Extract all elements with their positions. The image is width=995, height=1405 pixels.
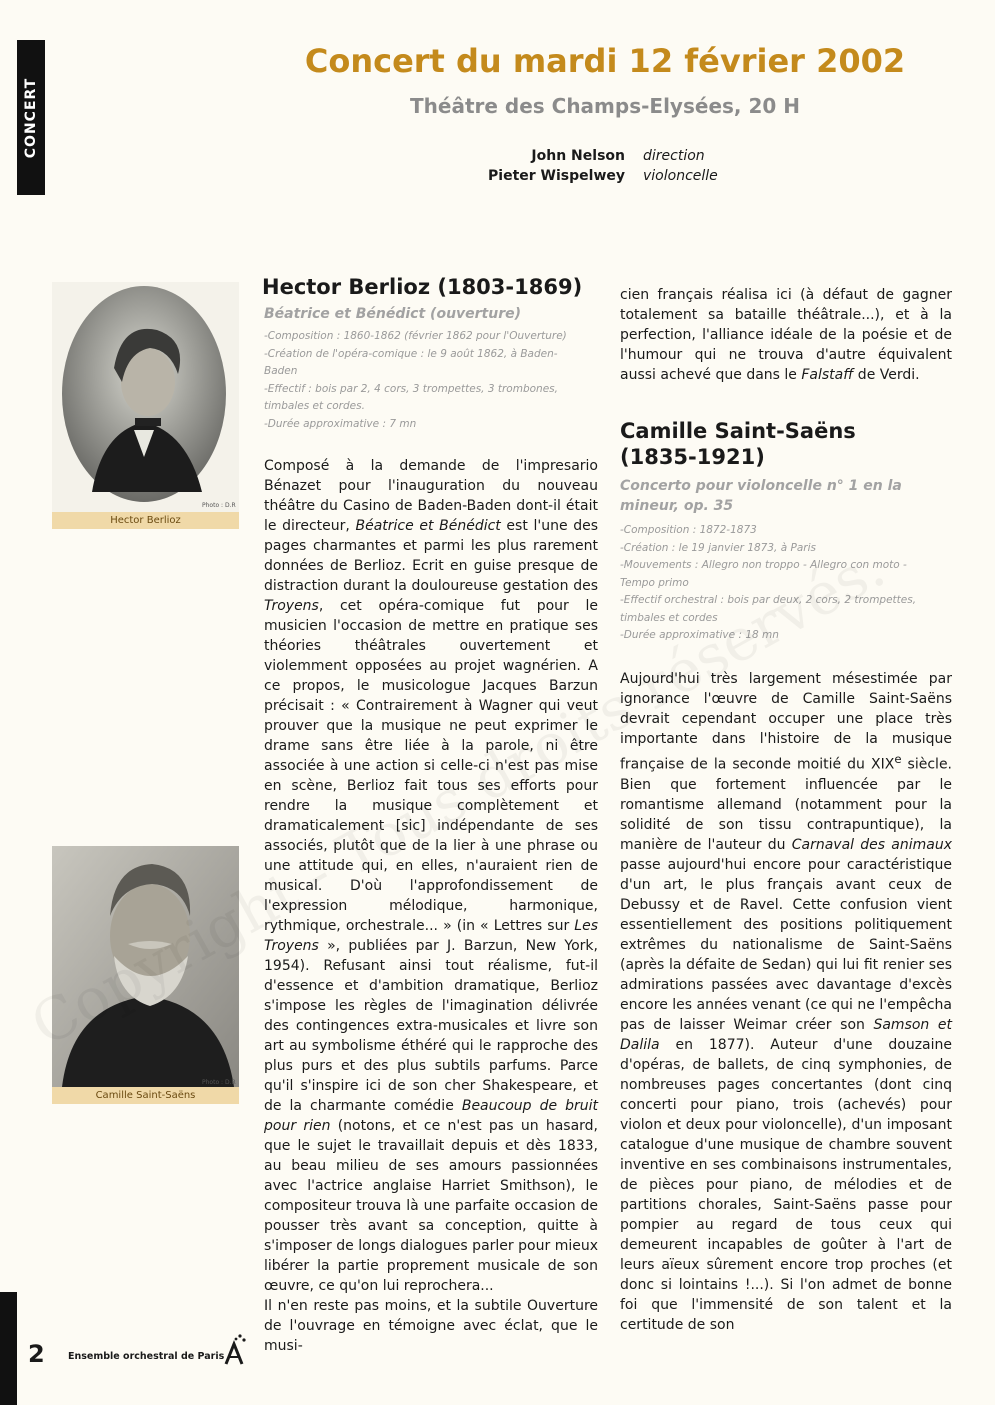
- performer-name: John Nelson: [531, 148, 625, 164]
- performer-names: [440, 146, 625, 186]
- organization-name: Ensemble orchestral de Paris: [68, 1351, 225, 1362]
- paragraph: cien français réalisa ici (à défaut de gagner totalement sa bataille théâtrale...), et à la perfection, l'alliance idéale de la poésie et de l'humour qui ne trouva d'autre équivalent aussi achevé que dans le Falstaff de Verdi.: [620, 287, 952, 383]
- venue-subtitle: Théâtre des Champs-Elysées, 20 H: [410, 94, 800, 118]
- section-tab: [17, 40, 45, 195]
- paragraph: Composé à la demande de l'impresario Bénazet pour l'inauguration du nouveau théâtre du Casino de Baden-Baden dont-il était le directeur, Béatrice et Bénédict est l'une des pages charmantes et parmi les plus rarement données de Berlioz. Ecrit en guise presque de distraction durant la douloureuse gestation des Troyens, cet opéra-comique fut pour le musicien l'occasion de mettre en pratique ses théories théâtrales ouvertement et violemment opposées au projet wagnérien. A ce propos, le musicologue Jacques Barzun précisait : « Contrairement à Wagner qui veut prouver que la musique ne peut exprimer le drame sans être liée à la parole, ni être associée à une action si celle-ci n'est pas mise en scène, Berlioz fait tous ses efforts pour rendre la musique complètement et dramaticalement [sic] indépendante de ses associés, plutôt que de la lier à une phrase ou une attitude qui, en elles, n'auraient rien de musical. D'où l'approfondissement de l'expression mélodique, harmonique, rythmique, orchestrale... » (in « Lettres sur Les Troyens », publiées par J. Barzun, New York, 1954). Refusant ainsi tout réalisme, fut-il d'essence et d'ambition dramatique, Berlioz s'impose les règles de l'imagination délivrée des contingences extra-musicales et livre son art au symbolisme éthéré qui le rapproche des plus purs et des plus subtils parfums. Parce qu'il s'inspire ici de son cher Shakespeare, et de la charmante comédie Beaucoup de bruit pour rien (notons, et ce n'est pas un hasard, que le sujet le travaillait depuis et dès 1833, au beau milieu de ses amours passionnées avec l'actrice anglaise Harriet Smithson), le compositeur trouva là une parfaite occasion de pousser très avant sa conception, quitte à s'imposer de longs dialogues parler pour mieux libérer la partie proprement musicale de son œuvre, ce qu'on lui reprochera...: [264, 458, 598, 1294]
- detail-line: -Durée approximative : 18 mn: [620, 629, 779, 641]
- photo-credit: Photo : D.R: [202, 1079, 236, 1086]
- page-number: 2: [28, 1340, 45, 1368]
- berlioz-caption: Hector Berlioz: [52, 512, 239, 529]
- berlioz-portrait-image: [52, 282, 239, 512]
- berlioz-details: [264, 328, 604, 433]
- saint-saens-portrait: [52, 846, 239, 1087]
- berlioz-heading: Hector Berlioz (1803-1869): [262, 275, 583, 299]
- detail-line: -Durée approximative : 7 mn: [264, 417, 417, 430]
- saint-saens-details: [620, 522, 960, 645]
- saint-saens-portrait-image: [52, 846, 239, 1087]
- section-tab-label: CONCERT: [23, 77, 39, 158]
- performer-role: violoncelle: [643, 168, 718, 184]
- detail-line: -Création : le 19 janvier 1873, à Paris: [620, 541, 816, 554]
- heading-line: Camille Saint-Saëns: [620, 419, 856, 443]
- eop-logo-icon: [222, 1332, 248, 1370]
- photo-credit: Photo : D.R: [202, 502, 236, 509]
- saint-saens-work-title: [620, 476, 960, 516]
- saint-saens-caption: Camille Saint-Saëns: [52, 1087, 239, 1104]
- performer-name: Pieter Wispelwey: [488, 168, 625, 184]
- detail-line: -Composition : 1860-1862 (février 1862 pour l'Ouverture): [264, 330, 567, 342]
- work-line: Concerto pour violoncelle n° 1 en la: [620, 478, 902, 494]
- detail-line: Baden: [264, 365, 298, 377]
- paragraph: Il n'en reste pas moins, et la subtile Ouverture de l'ouvrage en témoigne avec éclat, que le musi-: [264, 1298, 598, 1354]
- saint-saens-body: [620, 669, 952, 1335]
- detail-line: -Composition : 1872-1873: [620, 524, 757, 536]
- detail-line: -Création de l'opéra-comique : le 9 août 1862, à Baden-: [264, 347, 558, 360]
- work-line: mineur, op. 35: [620, 498, 734, 514]
- detail-line: -Effectif : bois par 2, 4 cors, 3 trompettes, 3 trombones,: [264, 382, 558, 395]
- berlioz-body-continued: [620, 285, 952, 385]
- performer-role: direction: [643, 148, 705, 164]
- saint-saens-heading: [620, 418, 856, 470]
- detail-line: Tempo primo: [620, 576, 689, 589]
- page-title: Concert du mardi 12 février 2002: [304, 42, 906, 80]
- berlioz-body: [264, 456, 598, 1356]
- detail-line: -Effectif orchestral : bois par deux, 2 cors, 2 trompettes,: [620, 594, 917, 606]
- detail-line: timbales et cordes.: [264, 400, 365, 412]
- detail-line: timbales et cordes: [620, 611, 718, 624]
- footer-band: [0, 1292, 17, 1405]
- performer-roles: [643, 146, 793, 186]
- berlioz-portrait: [52, 282, 239, 512]
- berlioz-work-title: Béatrice et Bénédict (ouverture): [264, 306, 522, 322]
- detail-line: -Mouvements : Allegro non troppo - Allegro con moto -: [620, 559, 907, 571]
- paragraph: Aujourd'hui très largement mésestimée par ignorance l'œuvre de Camille Saint-Saëns devrait cependant occuper une place très importante dans l'histoire de la musique française de la seconde moitié du XIXe siècle. Bien que fortement influencée par le romantisme allemand (notamment pour la solidité de son tissu contrapuntique), la manière de l'auteur du Carnaval des animaux passe aujourd'hui encore pour caractéristique d'un art, le plus français avant ceux de Debussy et de Ravel. Cette confusion vient essentiellement des positions politiquement extrêmes du nationalisme de Saint-Saëns (après la défaite de Sedan) qui lui fit renier ses admirations passées avec davantage d'excès encore les années venant (ce qui ne l'empêcha pas de laisser Weimar créer son Samson et Dalila en 1877). Auteur d'une douzaine d'opéras, de ballets, de cinq symphonies, de nombreuses pages concertantes (dont cinq concerti pour piano, trois (achevés) pour violon et deux pour violoncelle), d'un imposant catalogue d'une musique de chambre souvent inventive en ses combinaisons instrumentales, de pièces pour piano, de mélodies et de partitions chorales, Saint-Saëns passe pour pompier au regard de tous ceux qui demeurent incapables de goûter à l'art de leurs aïeux sûrement encore trop proches (et donc si lointains !...). Si l'on admet de bonne foi que l'immensité de son talent et la certitude de son: [620, 671, 953, 1333]
- heading-line: (1835-1921): [620, 445, 765, 469]
